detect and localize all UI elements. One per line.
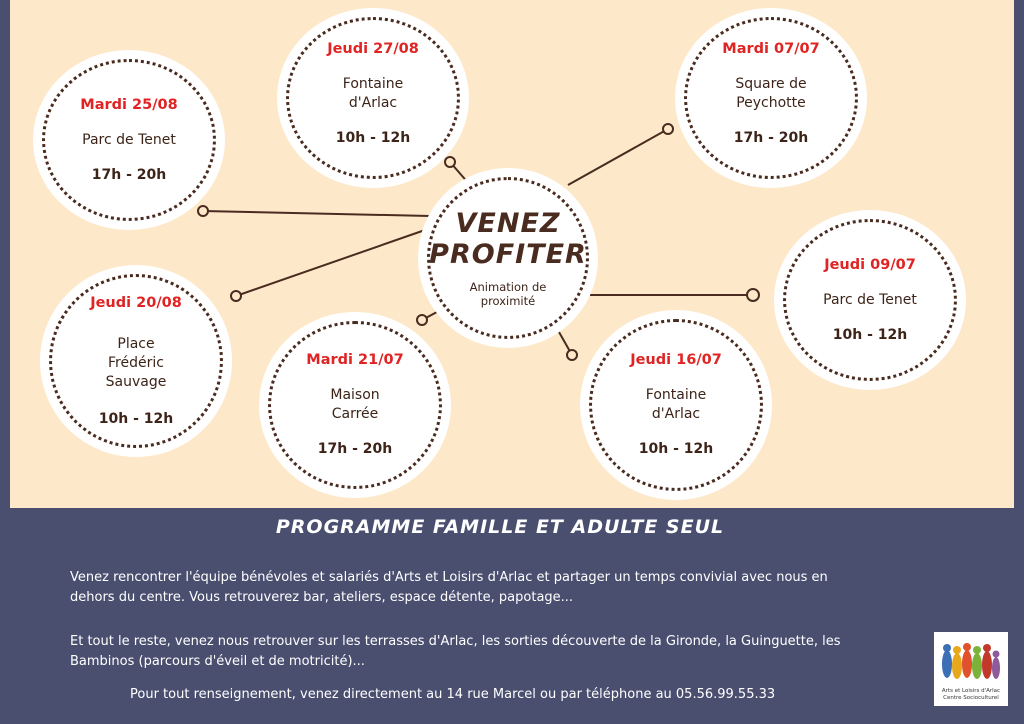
event-date: Mardi 07/07 xyxy=(722,41,820,57)
event-time: 17h - 20h xyxy=(91,166,167,183)
activities-paragraph: Et tout le reste, venez nous retrouver sur les terrasses d'Arlac, les sorties découverte de la Gironde, la Guinguette, les Bambinos (parcours d'éveil et de motricité)... xyxy=(70,634,841,669)
event-place: Parc de Tenet xyxy=(823,291,917,308)
event-date: Jeudi 27/08 xyxy=(327,41,419,57)
connector-knob xyxy=(747,289,759,301)
event-circle-mardi-07-07 xyxy=(675,8,867,188)
logo-text-line1: Arts et Loisirs d'Arlac xyxy=(941,688,1001,694)
event-place: Square de Peychotte xyxy=(735,76,807,111)
event-circle-jeudi-20-08 xyxy=(40,265,232,457)
event-date: Mardi 25/08 xyxy=(80,96,178,113)
connector-line xyxy=(236,230,425,296)
contact-info: Pour tout renseignement, venez directement au 14 rue Marcel ou par téléphone au 05.56.99.55.33 xyxy=(130,687,776,702)
event-circle-jeudi-09-07 xyxy=(774,210,966,390)
event-place: Fontaine d'Arlac xyxy=(645,387,707,422)
event-date: Jeudi 16/07 xyxy=(630,352,722,368)
center-subtitle: Animation de proximité xyxy=(469,280,547,308)
event-place: Parc de Tenet xyxy=(82,131,176,148)
connector-knob xyxy=(567,350,577,360)
event-circle-mardi-25-08 xyxy=(33,50,225,230)
center-title: VENEZ PROFITER xyxy=(429,208,587,270)
connector-line xyxy=(203,211,430,216)
logo-text-line2: Centre Socioculturel xyxy=(943,695,999,701)
program-title: PROGRAMME FAMILLE ET ADULTE SEUL xyxy=(275,516,725,538)
event-time: 17h - 20h xyxy=(317,441,393,457)
arlac-logo xyxy=(934,632,1008,706)
event-time: 17h - 20h xyxy=(733,130,809,146)
event-time: 10h - 12h xyxy=(335,130,411,146)
event-time: 10h - 12h xyxy=(832,326,908,343)
intro-paragraph: Venez rencontrer l'équipe bénévoles et salariés d'Arts et Loisirs d'Arlac et partager un temps convivial avec nous en dehors du centre. Vous retrouverez bar, ateliers, espace détente, papotage... xyxy=(70,570,828,605)
event-time: 10h - 12h xyxy=(638,441,714,457)
connector-knob xyxy=(663,124,673,134)
logo-figures-icon xyxy=(940,636,1002,682)
connector-knob xyxy=(231,291,241,301)
event-place: Fontaine d'Arlac xyxy=(342,76,404,111)
event-date: Jeudi 20/08 xyxy=(90,294,182,311)
event-place: Place Frédéric Sauvage xyxy=(105,335,167,390)
event-circle-jeudi-27-08 xyxy=(277,8,469,188)
event-place: Maison Carrée xyxy=(330,387,380,422)
event-date: Mardi 21/07 xyxy=(306,352,404,368)
center-circle xyxy=(418,168,598,348)
event-date: Jeudi 09/07 xyxy=(824,256,916,273)
event-circle-jeudi-16-07 xyxy=(580,310,772,500)
event-time: 10h - 12h xyxy=(98,410,174,427)
